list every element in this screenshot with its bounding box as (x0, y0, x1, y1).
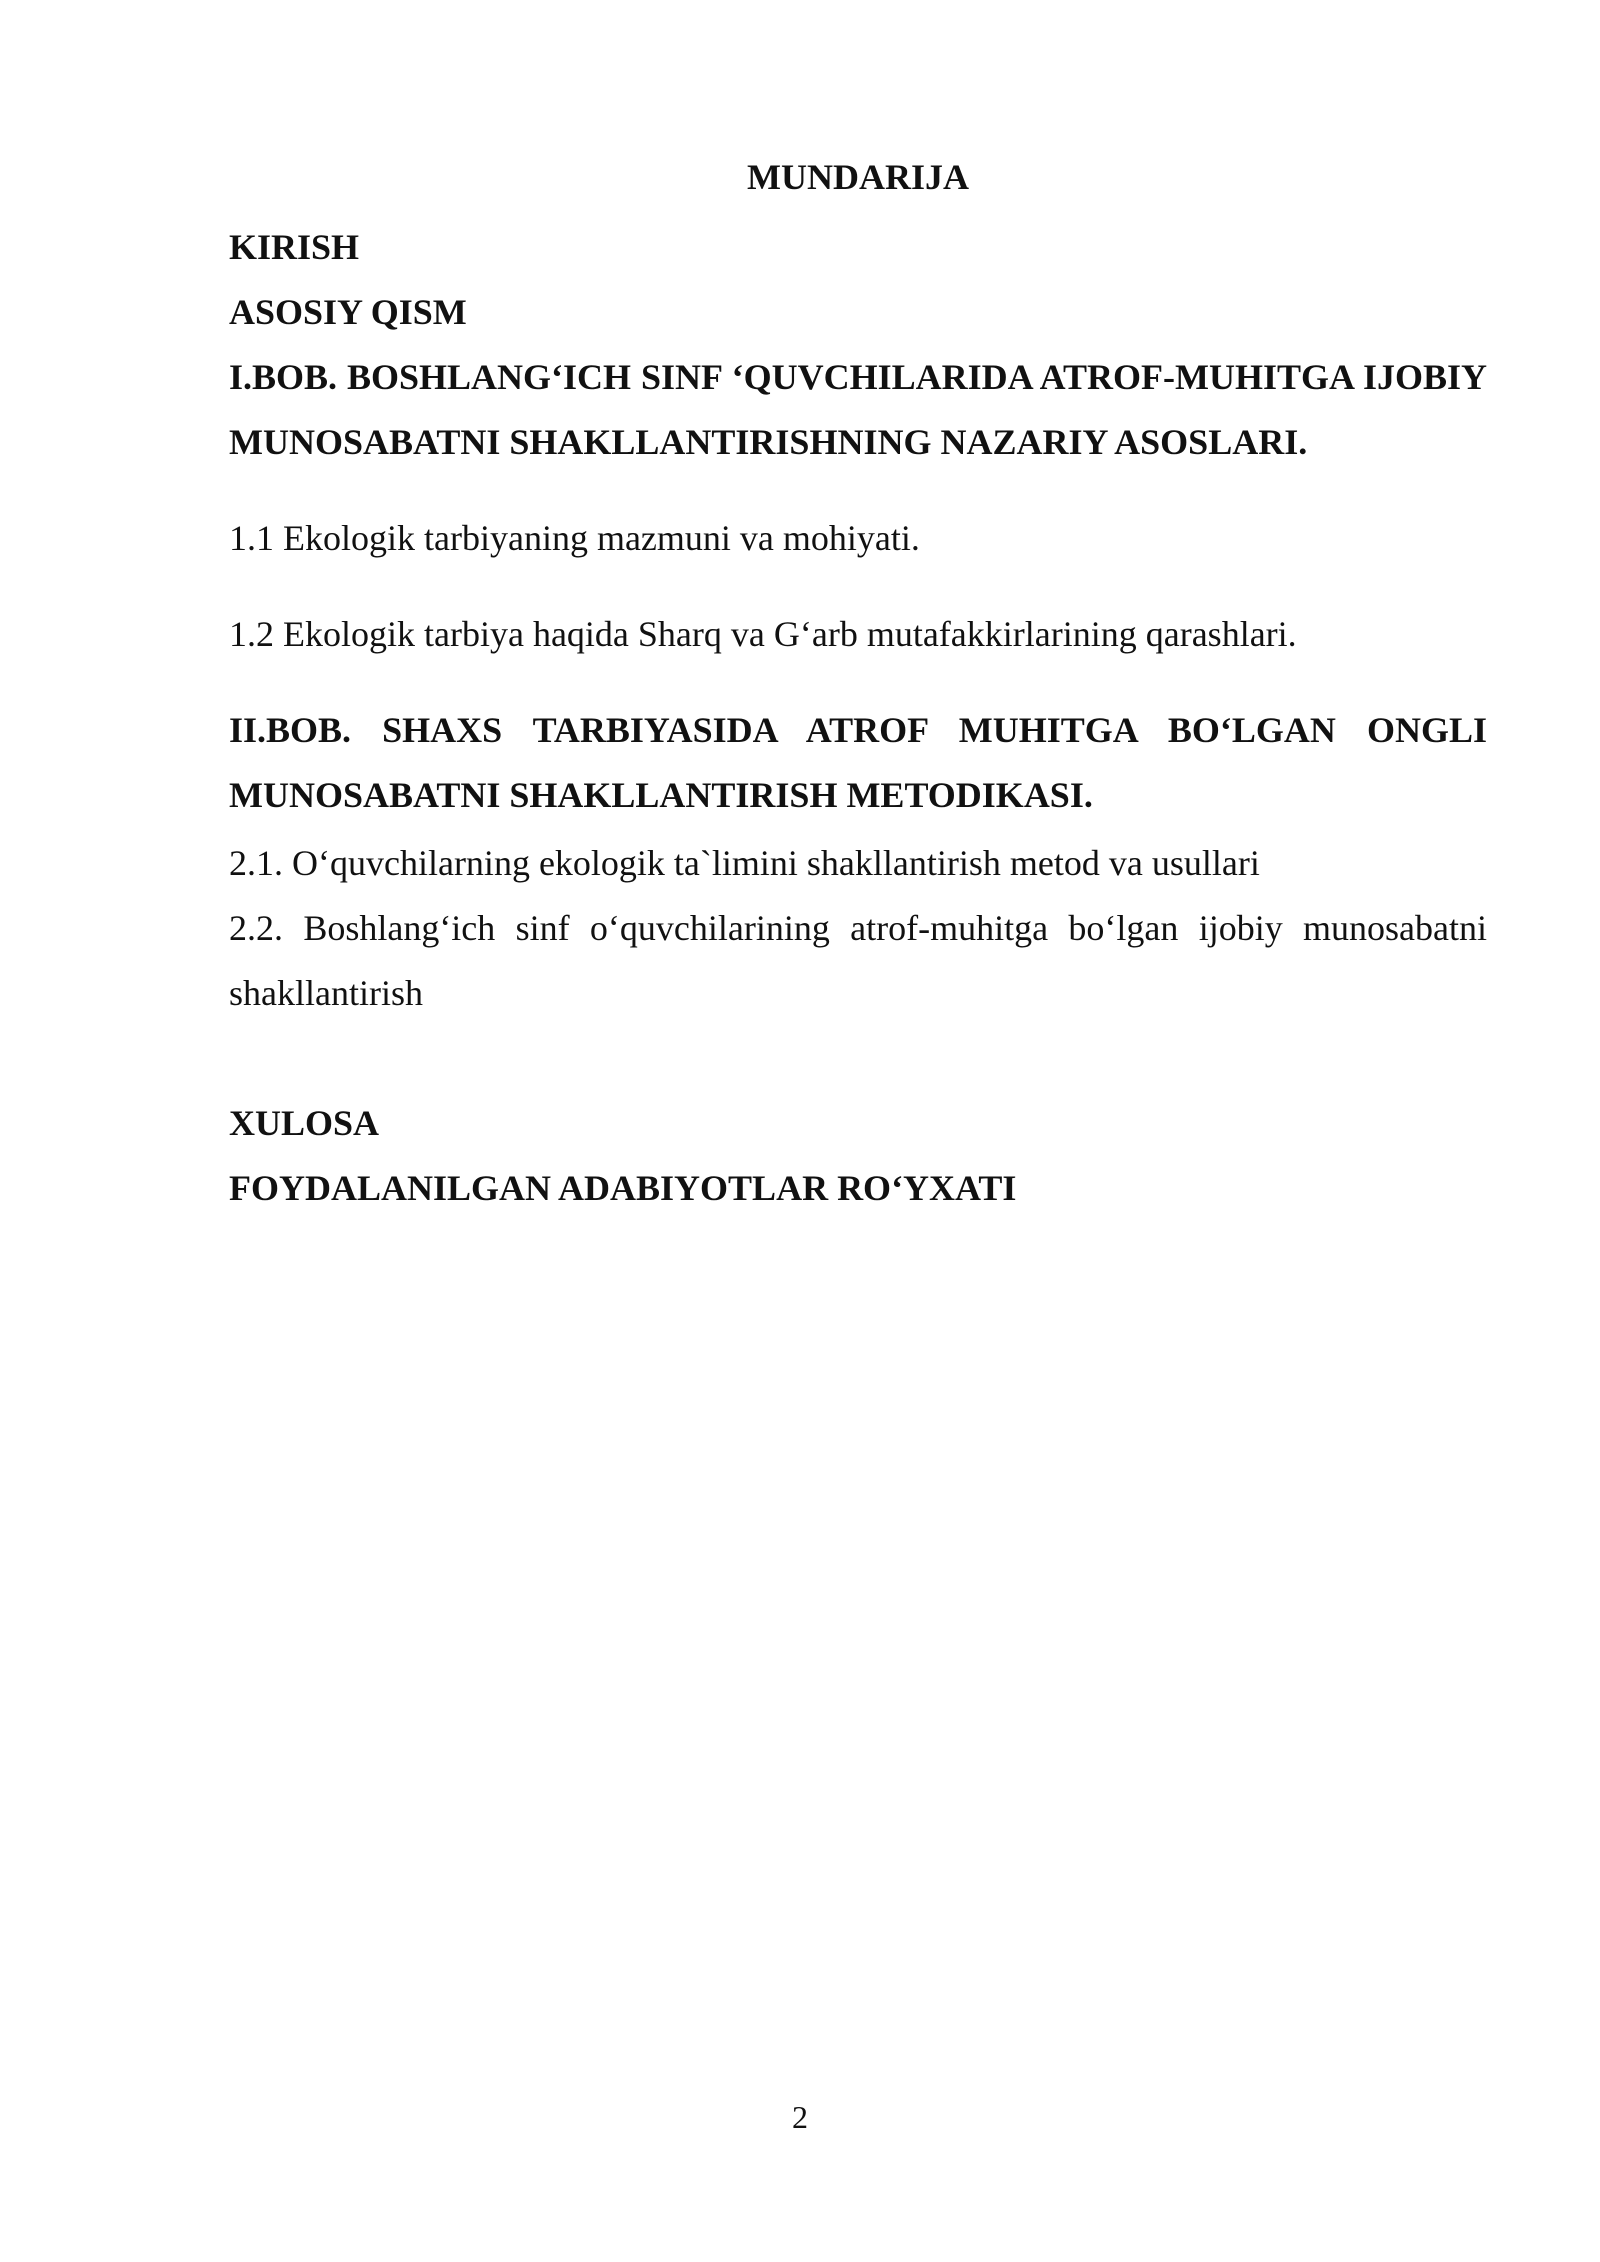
toc-entry-conclusion: XULOSA (229, 1103, 380, 1143)
toc-entry-main-part: ASOSIY QISM (229, 292, 467, 332)
toc-section-1-2: 1.2 Ekologik tarbiya haqida Sharq va G‘arb mutafakkirlarining qarashlari. (229, 614, 1297, 654)
toc-section-2-2: 2.2. Boshlang‘ich sinf o‘quvchilarining atrof-muhitga bo‘lgan ijobiy munosabatni shakllantirish (229, 908, 1487, 1013)
toc-section-1-1: 1.1 Ekologik tarbiyaning mazmuni va mohiyati. (229, 518, 920, 558)
toc-title: MUNDARIJA (747, 157, 969, 197)
toc-chapter-2-title: II.BOB. SHAXS TARBIYASIDA ATROF MUHITGA BO‘LGAN ONGLI MUNOSABATNI SHAKLLANTIRISH METODIKASI. (229, 710, 1487, 815)
toc-section-2-1: 2.1. O‘quvchilarning ekologik ta`limini shakllantirish metod va usullari (229, 843, 1260, 883)
table-of-contents (229, 150, 1487, 1221)
toc-chapter-1-title: I.BOB. BOSHLANG‘ICH SINF ‘QUVCHILARIDA ATROF-MUHITGA IJOBIY MUNOSABATNI SHAKLLANTIRISHNING NAZARIY ASOSLARI. (229, 357, 1487, 462)
toc-entry-references: FOYDALANILGAN ADABIYOTLAR RO‘YXATI (229, 1168, 1017, 1208)
page-number: 2 (792, 2099, 808, 2135)
toc-entry-intro: KIRISH (229, 227, 360, 267)
